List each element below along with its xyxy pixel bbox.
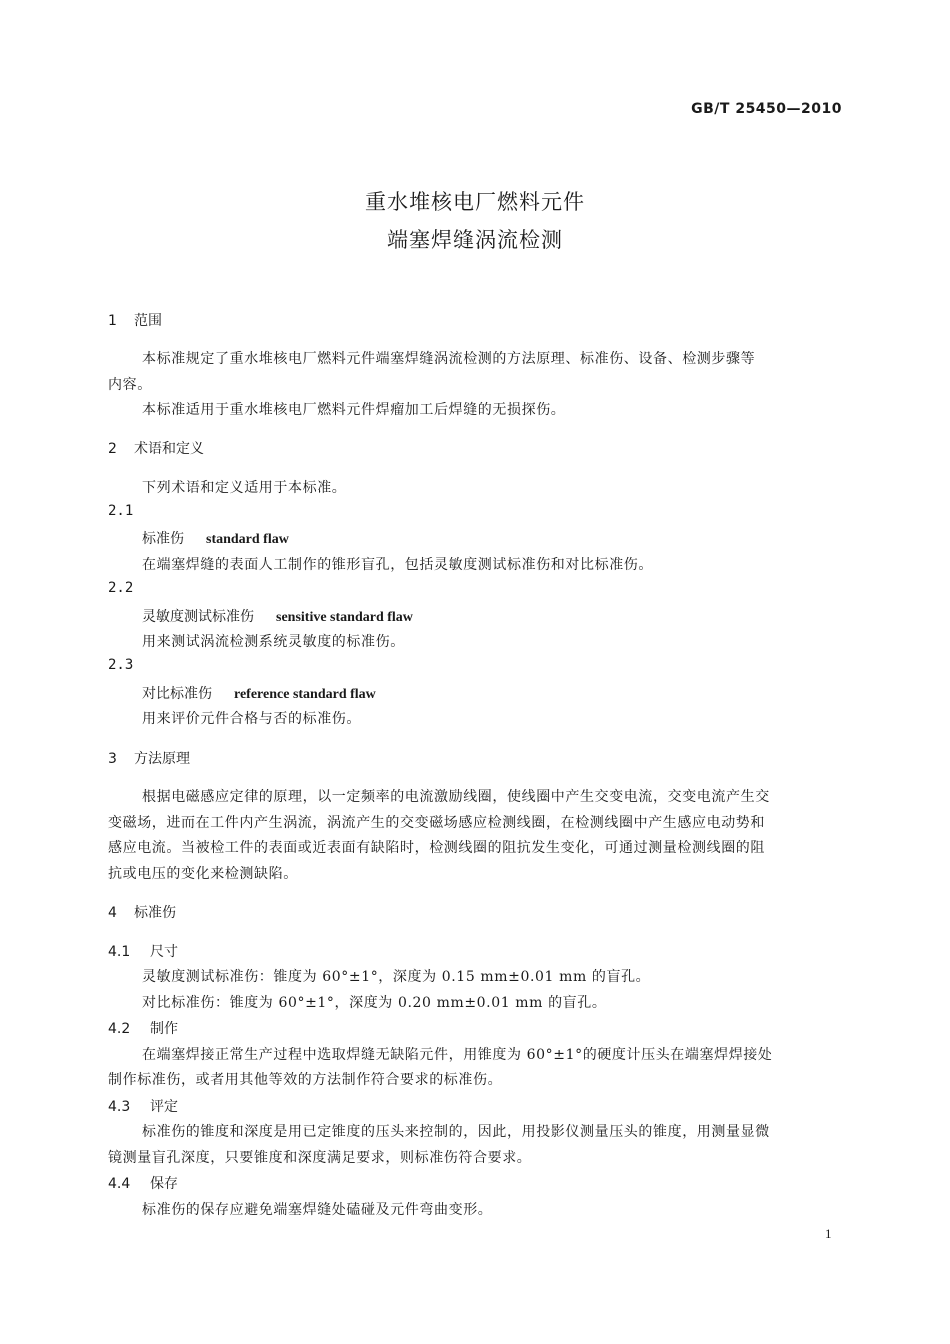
subsection-4-4-heading — [108, 1173, 178, 1193]
term-zh: 标准伤 — [142, 531, 184, 547]
subsection-4-2-heading — [108, 1018, 178, 1038]
paragraph-line: 标准伤的保存应避免端塞焊缝处磕碰及元件弯曲变形。 — [142, 1202, 493, 1218]
paragraph-line: 制作标准伤，或者用其他等效的方法制作符合要求的标准伤。 — [108, 1072, 503, 1088]
paragraph-line: 感应电流。当被检工件的表面或近表面有缺陷时，检测线圈的阻抗发生变化，可通过测量检测线圈的阻 — [108, 840, 765, 856]
section-4-heading — [108, 902, 176, 922]
paragraph-line: 根据电磁感应定律的原理，以一定频率的电流激励线圈，使线圈中产生交变电流，交变电流产生交 — [142, 789, 770, 805]
section-title: 标准伤 — [134, 905, 176, 921]
paragraph-line: 对比标准伤：锥度为 60°±1°，深度为 0.20 mm±0.01 mm 的盲孔。 — [142, 995, 607, 1011]
term-definition: 用来评价元件合格与否的标准伤。 — [142, 711, 361, 727]
paragraph-line: 内容。 — [108, 377, 152, 393]
term-number: 2.1 — [108, 503, 134, 519]
section-number: 4 — [108, 905, 117, 921]
standard-number: GB/T 25450—2010 — [691, 101, 842, 117]
term-definition: 在端塞焊缝的表面人工制作的锥形盲孔，包括灵敏度测试标准伤和对比标准伤。 — [142, 557, 653, 573]
subsection-title: 制作 — [150, 1021, 178, 1037]
term-zh: 灵敏度测试标准伤 — [142, 609, 254, 625]
section-number: 2 — [108, 441, 117, 457]
section-2-heading — [108, 438, 204, 458]
term-en: reference standard flaw — [234, 687, 376, 702]
section-3-heading — [108, 748, 190, 768]
subsection-4-1-heading — [108, 941, 178, 961]
term-entry — [142, 606, 413, 626]
paragraph-line: 下列术语和定义适用于本标准。 — [142, 480, 347, 496]
term-entry — [142, 683, 376, 703]
term-zh: 对比标准伤 — [142, 686, 212, 702]
subsection-number: 4.4 — [108, 1176, 131, 1192]
section-number: 1 — [108, 313, 117, 329]
subsection-title: 尺寸 — [150, 944, 178, 960]
paragraph-line: 镜测量盲孔深度，只要锥度和深度满足要求，则标准伤符合要求。 — [108, 1150, 532, 1166]
section-title: 方法原理 — [134, 751, 190, 767]
term-entry — [142, 528, 289, 548]
paragraph-line: 变磁场，进而在工件内产生涡流，涡流产生的交变磁场感应检测线圈，在检测线圈中产生感应电动势和 — [108, 815, 765, 831]
document-title-line1: 重水堆核电厂燃料元件 — [365, 190, 585, 214]
paragraph-line: 灵敏度测试标准伤：锥度为 60°±1°，深度为 0.15 mm±0.01 mm 的盲孔。 — [142, 969, 651, 985]
subsection-title: 评定 — [150, 1099, 178, 1115]
document-title-line2: 端塞焊缝涡流检测 — [387, 228, 563, 252]
term-en: standard flaw — [206, 532, 289, 547]
section-number: 3 — [108, 751, 117, 767]
section-1-heading — [108, 310, 162, 330]
subsection-number: 4.1 — [108, 944, 131, 960]
subsection-title: 保存 — [150, 1176, 178, 1192]
subsection-number: 4.2 — [108, 1021, 131, 1037]
term-en: sensitive standard flaw — [276, 610, 413, 625]
paragraph-line: 在端塞焊接正常生产过程中选取焊缝无缺陷元件，用锥度为 60°±1°的硬度计压头在端塞焊焊接处 — [142, 1047, 773, 1063]
paragraph-line: 本标准规定了重水堆核电厂燃料元件端塞焊缝涡流检测的方法原理、标准伤、设备、检测步骤等 — [142, 351, 756, 367]
subsection-number: 4.3 — [108, 1099, 131, 1115]
term-number: 2.2 — [108, 580, 134, 596]
page-number: 1 — [825, 1226, 832, 1241]
term-number: 2.3 — [108, 657, 134, 673]
section-title: 术语和定义 — [134, 441, 204, 457]
paragraph-line: 标准伤的锥度和深度是用已定锥度的压头来控制的，因此，用投影仪测量压头的锥度，用测量显微 — [142, 1124, 770, 1140]
section-title: 范围 — [134, 313, 162, 329]
paragraph-line: 抗或电压的变化来检测缺陷。 — [108, 866, 298, 882]
paragraph-line: 本标准适用于重水堆核电厂燃料元件焊瘤加工后焊缝的无损探伤。 — [142, 402, 566, 418]
term-definition: 用来测试涡流检测系统灵敏度的标准伤。 — [142, 634, 405, 650]
subsection-4-3-heading — [108, 1096, 178, 1116]
